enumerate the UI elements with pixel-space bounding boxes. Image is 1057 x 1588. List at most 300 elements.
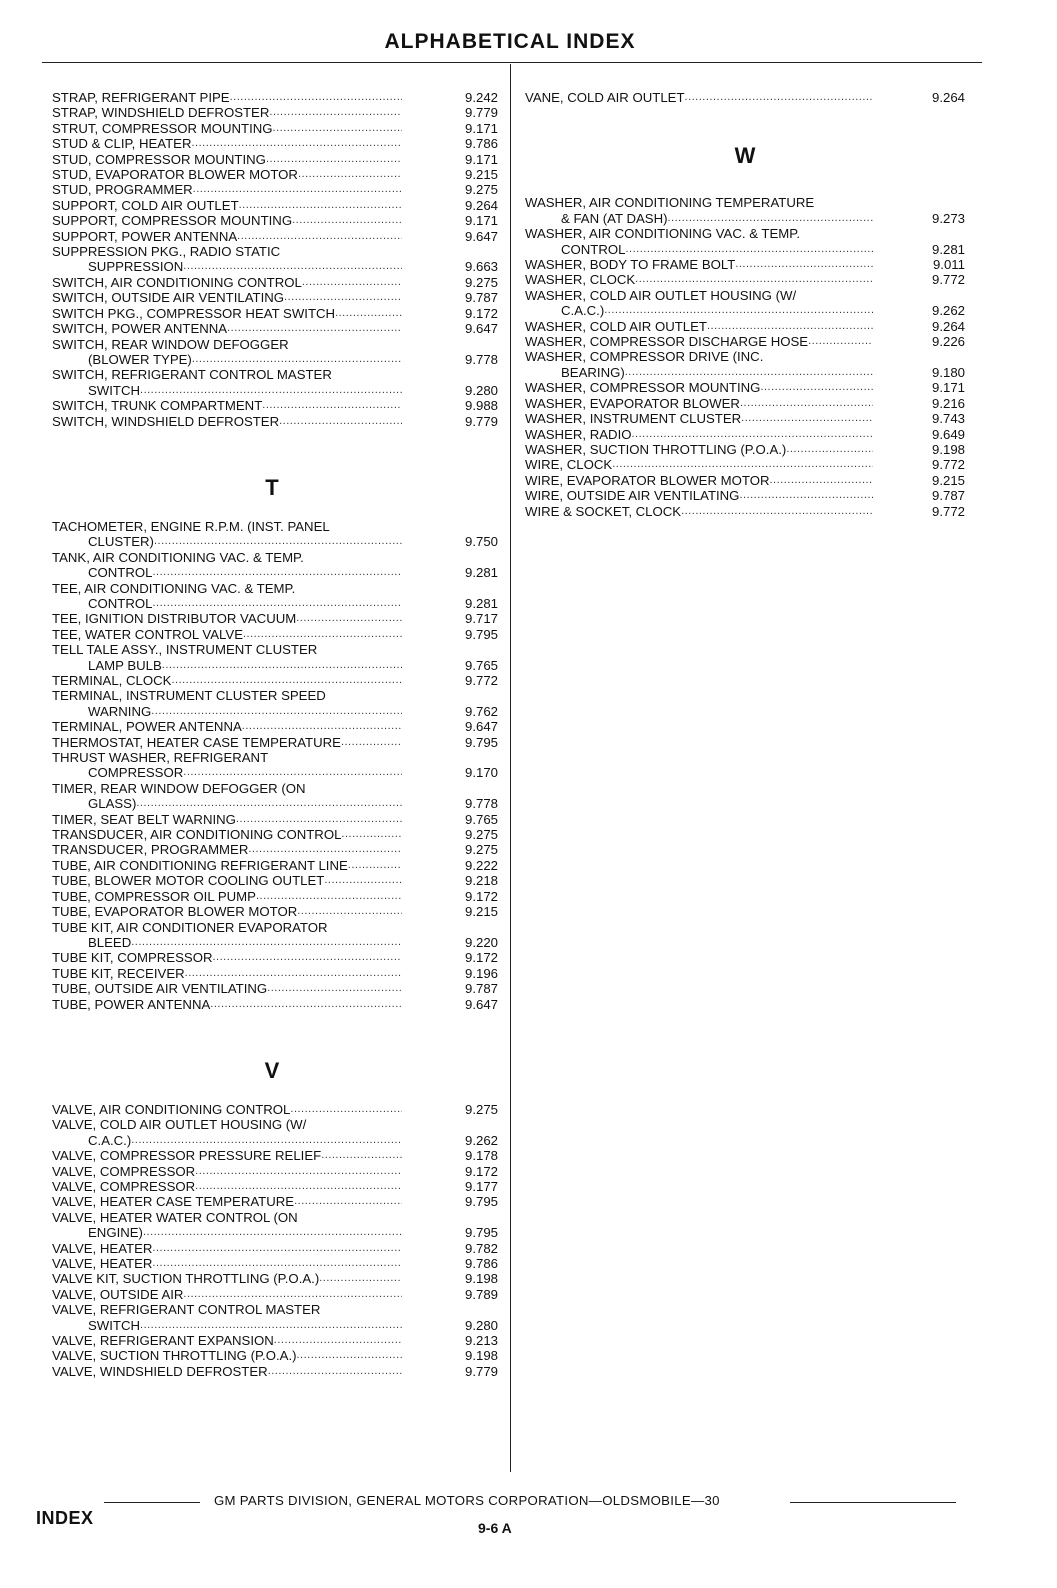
entry-name bbox=[52, 337, 402, 368]
leader-dots bbox=[335, 306, 402, 321]
index-entry bbox=[52, 873, 500, 888]
leader-dots bbox=[741, 411, 873, 426]
entry-name bbox=[525, 272, 873, 287]
entry-page-ref: 9.171 bbox=[464, 151, 498, 167]
entry-name bbox=[52, 719, 402, 734]
index-entry bbox=[52, 1102, 500, 1117]
entry-name-line: TUBE KIT, COMPRESSOR bbox=[52, 950, 213, 966]
index-entry bbox=[52, 1302, 500, 1333]
leader-dots bbox=[212, 950, 402, 965]
entry-page-ref: 9.772 bbox=[931, 457, 965, 473]
entry-page-ref: 9.647 bbox=[464, 321, 498, 337]
entry-name bbox=[52, 167, 402, 182]
entry-name bbox=[525, 349, 873, 380]
entry-page-ref: 9.170 bbox=[464, 765, 498, 781]
leader-dots bbox=[625, 242, 873, 257]
leader-dots bbox=[230, 90, 402, 105]
entry-page-ref: 9.789 bbox=[464, 1286, 498, 1302]
footer-publisher: GM PARTS DIVISION, GENERAL MOTORS CORPORATION—OLDSMOBILE—30 bbox=[214, 1493, 720, 1508]
entry-page-ref: 9.647 bbox=[464, 228, 498, 244]
entry-name bbox=[525, 319, 873, 334]
entry-name-line: WASHER, AIR CONDITIONING VAC. & TEMP. bbox=[525, 226, 801, 242]
entry-name-line: WASHER, COMPRESSOR DISCHARGE HOSE bbox=[525, 334, 809, 350]
entry-name-line: WASHER, SUCTION THROTTLING (P.O.A.) bbox=[525, 441, 787, 457]
entry-name-line: CONTROL bbox=[88, 565, 153, 581]
entry-name-line: C.A.C.) bbox=[561, 303, 605, 319]
index-entry bbox=[52, 550, 500, 581]
index-entry bbox=[52, 842, 500, 857]
entry-name bbox=[52, 1364, 402, 1379]
index-entry bbox=[52, 997, 500, 1012]
index-entry bbox=[525, 473, 970, 488]
entry-name-line: VALVE, OUTSIDE AIR bbox=[52, 1286, 184, 1302]
leader-dots bbox=[681, 504, 873, 519]
entry-name-line: WASHER, BODY TO FRAME BOLT bbox=[525, 257, 736, 273]
entry-page-ref: 9.779 bbox=[464, 105, 498, 121]
entry-page-ref: 9.281 bbox=[464, 595, 498, 611]
index-entry bbox=[52, 642, 500, 673]
entry-name-line: TEE, IGNITION DISTRIBUTOR VACUUM bbox=[52, 611, 297, 627]
entry-name bbox=[52, 1333, 402, 1348]
entry-name bbox=[52, 198, 402, 213]
leader-dots bbox=[324, 873, 402, 888]
right-column bbox=[525, 90, 970, 519]
entry-name-line: VALVE KIT, SUCTION THROTTLING (P.O.A.) bbox=[52, 1271, 320, 1287]
entry-page-ref: 9.275 bbox=[464, 827, 498, 843]
entry-name bbox=[52, 873, 402, 888]
index-entry bbox=[525, 442, 970, 457]
index-entry bbox=[525, 349, 970, 380]
entry-name bbox=[52, 275, 402, 290]
entry-name bbox=[52, 781, 402, 812]
entry-name-line: VALVE, COMPRESSOR PRESSURE RELIEF bbox=[52, 1148, 322, 1164]
entry-name-line: SWITCH, WINDSHIELD DEFROSTER bbox=[52, 413, 280, 429]
entry-name-line: TACHOMETER, ENGINE R.P.M. (INST. PANEL bbox=[52, 518, 330, 534]
index-entry bbox=[52, 1256, 500, 1271]
entry-name-line: SUPPRESSION bbox=[88, 259, 184, 275]
entry-page-ref: 9.171 bbox=[931, 380, 965, 396]
entry-name-line: TANK, AIR CONDITIONING VAC. & TEMP. bbox=[52, 549, 304, 565]
section-v bbox=[52, 1102, 500, 1379]
entry-name-line: (BLOWER TYPE) bbox=[88, 351, 192, 367]
entry-name-line: GLASS) bbox=[88, 796, 137, 812]
leader-dots bbox=[760, 380, 873, 395]
entry-page-ref: 9.171 bbox=[464, 120, 498, 136]
leader-dots bbox=[302, 275, 402, 290]
leader-dots bbox=[707, 319, 873, 334]
index-entry bbox=[52, 889, 500, 904]
entry-name-line: TERMINAL, POWER ANTENNA bbox=[52, 719, 242, 735]
index-entry bbox=[52, 858, 500, 873]
index-entry bbox=[52, 1271, 500, 1286]
entry-name bbox=[52, 920, 402, 951]
leader-dots bbox=[152, 565, 402, 580]
index-entry bbox=[52, 290, 500, 305]
footer-rule-left bbox=[104, 1502, 200, 1503]
entry-name-line: VALVE, HEATER bbox=[52, 1240, 153, 1256]
entry-name bbox=[52, 1287, 402, 1302]
entry-name-line: BLEED bbox=[88, 934, 132, 950]
entry-name bbox=[52, 842, 402, 857]
section-w bbox=[525, 195, 970, 519]
entry-page-ref: 9.196 bbox=[464, 965, 498, 981]
leader-dots bbox=[131, 1133, 402, 1148]
leader-dots bbox=[152, 1256, 402, 1271]
entry-name bbox=[525, 195, 873, 226]
entry-name-line: THERMOSTAT, HEATER CASE TEMPERATURE bbox=[52, 734, 341, 750]
leader-dots bbox=[268, 1364, 402, 1379]
entry-name-line: STUD, COMPRESSOR MOUNTING bbox=[52, 151, 266, 167]
entry-page-ref: 9.178 bbox=[464, 1148, 498, 1164]
leader-dots bbox=[279, 414, 402, 429]
leader-dots bbox=[183, 765, 402, 780]
entry-page-ref: 9.275 bbox=[464, 274, 498, 290]
entry-name-line: SWITCH, REAR WINDOW DEFOGGER bbox=[52, 336, 289, 352]
index-entry bbox=[52, 182, 500, 197]
entry-page-ref: 9.765 bbox=[464, 657, 498, 673]
leader-dots bbox=[267, 981, 402, 996]
index-entry bbox=[525, 427, 970, 442]
entry-page-ref: 9.663 bbox=[464, 259, 498, 275]
entry-name bbox=[525, 504, 873, 519]
index-entry bbox=[52, 673, 500, 688]
index-entry bbox=[52, 367, 500, 398]
entry-page-ref: 9.795 bbox=[464, 1194, 498, 1210]
leader-dots bbox=[740, 396, 873, 411]
entry-name bbox=[52, 904, 402, 919]
entry-page-ref: 9.647 bbox=[464, 996, 498, 1012]
leader-dots bbox=[266, 152, 402, 167]
leader-dots bbox=[786, 442, 873, 457]
index-entry bbox=[525, 488, 970, 503]
leader-dots bbox=[151, 704, 402, 719]
entry-name-line: TEE, WATER CONTROL VALVE bbox=[52, 626, 243, 642]
leader-dots bbox=[769, 473, 873, 488]
leader-dots bbox=[256, 889, 402, 904]
leader-dots bbox=[625, 365, 873, 380]
index-entry bbox=[52, 198, 500, 213]
entry-page-ref: 9.218 bbox=[464, 873, 498, 889]
entry-page-ref: 9.275 bbox=[464, 1101, 498, 1117]
entry-name bbox=[52, 827, 402, 842]
index-entry bbox=[52, 105, 500, 120]
entry-name-line: STRAP, WINDSHIELD DEFROSTER bbox=[52, 105, 270, 121]
entry-name-line: WASHER, COLD AIR OUTLET HOUSING (W/ bbox=[525, 287, 797, 303]
index-entry bbox=[52, 904, 500, 919]
entry-name-line: CLUSTER) bbox=[88, 534, 154, 550]
entry-name bbox=[52, 1348, 402, 1363]
leader-dots bbox=[341, 827, 402, 842]
entry-name bbox=[525, 488, 873, 503]
entry-name bbox=[52, 1271, 402, 1286]
index-entry bbox=[525, 226, 970, 257]
leader-dots bbox=[297, 904, 402, 919]
entry-name bbox=[52, 244, 402, 275]
entry-name bbox=[52, 90, 402, 105]
index-entry bbox=[52, 90, 500, 105]
entry-name bbox=[525, 457, 873, 472]
entry-page-ref: 9.171 bbox=[464, 213, 498, 229]
entry-page-ref: 9.795 bbox=[464, 626, 498, 642]
entry-name-line: WASHER, CLOCK bbox=[525, 272, 636, 288]
entry-name bbox=[52, 611, 402, 626]
index-entry bbox=[52, 152, 500, 167]
entry-name bbox=[525, 226, 873, 257]
index-entry bbox=[525, 396, 970, 411]
entry-page-ref: 9.772 bbox=[931, 272, 965, 288]
leader-dots bbox=[183, 1287, 402, 1302]
leader-dots bbox=[183, 259, 402, 274]
entry-name-line: TIMER, SEAT BELT WARNING bbox=[52, 811, 236, 827]
index-entry bbox=[52, 981, 500, 996]
entry-name bbox=[52, 735, 402, 750]
leader-dots bbox=[292, 213, 402, 228]
index-entry bbox=[525, 504, 970, 519]
leader-dots bbox=[236, 812, 402, 827]
entry-page-ref: 9.750 bbox=[464, 534, 498, 550]
entry-name-line: TUBE, BLOWER MOTOR COOLING OUTLET bbox=[52, 873, 325, 889]
entry-name bbox=[525, 427, 873, 442]
entry-name-line: STUD, PROGRAMMER bbox=[52, 182, 193, 198]
entry-page-ref: 9.172 bbox=[464, 1163, 498, 1179]
index-entry bbox=[52, 1241, 500, 1256]
entry-name bbox=[52, 642, 402, 673]
entry-name-line: WIRE, CLOCK bbox=[525, 457, 613, 473]
entry-page-ref: 9.275 bbox=[464, 842, 498, 858]
entry-page-ref: 9.215 bbox=[464, 904, 498, 920]
index-entry bbox=[52, 1164, 500, 1179]
entry-name-line: VALVE, WINDSHIELD DEFROSTER bbox=[52, 1363, 268, 1379]
leader-dots bbox=[297, 1348, 403, 1363]
index-entry bbox=[52, 950, 500, 965]
entry-name bbox=[525, 288, 873, 319]
entry-name-line: TUBE KIT, RECEIVER bbox=[52, 965, 185, 981]
entry-name-line: SWITCH, OUTSIDE AIR VENTILATING bbox=[52, 290, 285, 306]
entry-page-ref: 9.222 bbox=[464, 857, 498, 873]
entry-name bbox=[52, 997, 402, 1012]
index-entry bbox=[52, 581, 500, 612]
index-entry bbox=[52, 1287, 500, 1302]
leader-dots bbox=[296, 611, 402, 626]
index-entry bbox=[52, 337, 500, 368]
footer-page-number: 9-6 A bbox=[478, 1520, 512, 1536]
index-entry bbox=[52, 136, 500, 151]
entry-name-line: VALVE, REFRIGERANT EXPANSION bbox=[52, 1333, 274, 1349]
entry-name bbox=[52, 673, 402, 688]
leader-dots bbox=[136, 796, 402, 811]
entry-name-line: SWITCH bbox=[88, 382, 141, 398]
entry-name-line: TRANSDUCER, PROGRAMMER bbox=[52, 842, 249, 858]
entry-name-line: STRAP, REFRIGERANT PIPE bbox=[52, 90, 230, 105]
leader-dots bbox=[348, 858, 402, 873]
entry-page-ref: 9.242 bbox=[464, 90, 498, 105]
index-entry bbox=[52, 213, 500, 228]
entry-page-ref: 9.281 bbox=[931, 241, 965, 257]
entry-name-line: WASHER, COMPRESSOR MOUNTING bbox=[525, 380, 761, 396]
entry-name bbox=[52, 1179, 402, 1194]
entry-name bbox=[52, 105, 402, 120]
index-entry bbox=[52, 1148, 500, 1163]
entry-name-line: CONTROL bbox=[561, 241, 626, 257]
index-entry bbox=[52, 812, 500, 827]
leader-dots bbox=[262, 398, 402, 413]
index-entry bbox=[525, 257, 970, 272]
entry-name-line: WASHER, AIR CONDITIONING TEMPERATURE bbox=[525, 195, 815, 211]
entry-page-ref: 9.743 bbox=[931, 411, 965, 427]
entry-name bbox=[52, 750, 402, 781]
entry-name-line: SUPPORT, COLD AIR OUTLET bbox=[52, 197, 239, 213]
entry-page-ref: 9.273 bbox=[931, 210, 965, 226]
leader-dots bbox=[685, 90, 873, 105]
leader-dots bbox=[162, 658, 402, 673]
entry-name-line: TUBE, COMPRESSOR OIL PUMP bbox=[52, 888, 256, 904]
entry-page-ref: 9.988 bbox=[464, 398, 498, 414]
entry-name-line: TELL TALE ASSY., INSTRUMENT CLUSTER bbox=[52, 642, 318, 658]
entry-name-line: STUD, EVAPORATOR BLOWER MOTOR bbox=[52, 167, 298, 183]
index-entry bbox=[52, 121, 500, 136]
entry-name-line: VALVE, COMPRESSOR bbox=[52, 1178, 196, 1194]
entry-name bbox=[52, 1148, 402, 1163]
entry-page-ref: 9.795 bbox=[464, 1225, 498, 1241]
entry-name bbox=[52, 688, 402, 719]
leader-dots bbox=[195, 1164, 402, 1179]
leader-dots bbox=[321, 1148, 402, 1163]
entry-page-ref: 9.762 bbox=[464, 703, 498, 719]
leader-dots bbox=[237, 229, 402, 244]
entry-page-ref: 9.772 bbox=[464, 673, 498, 688]
entry-name-line: LAMP BULB bbox=[88, 657, 162, 673]
entry-name-line: THRUST WASHER, REFRIGERANT bbox=[52, 750, 269, 766]
entry-name-line: SUPPORT, POWER ANTENNA bbox=[52, 228, 238, 244]
leader-dots bbox=[171, 673, 402, 688]
entry-name bbox=[52, 1302, 402, 1333]
entry-page-ref: 9.264 bbox=[931, 90, 965, 105]
entry-name-line: SWITCH, TRUNK COMPARTMENT bbox=[52, 398, 263, 414]
entry-name-line: SUPPORT, COMPRESSOR MOUNTING bbox=[52, 213, 293, 229]
entry-page-ref: 9.280 bbox=[464, 1317, 498, 1333]
entry-name-line: VALVE, COLD AIR OUTLET HOUSING (W/ bbox=[52, 1117, 307, 1133]
entry-name bbox=[52, 1210, 402, 1241]
index-entry bbox=[52, 719, 500, 734]
section-v-continued bbox=[525, 90, 970, 105]
leader-dots bbox=[242, 719, 402, 734]
entry-page-ref: 9.215 bbox=[464, 167, 498, 183]
index-entry bbox=[525, 319, 970, 334]
entry-page-ref: 9.778 bbox=[464, 351, 498, 367]
leader-dots bbox=[274, 1333, 402, 1348]
entry-page-ref: 9.011 bbox=[932, 257, 965, 273]
index-entry bbox=[525, 195, 970, 226]
entry-page-ref: 9.787 bbox=[464, 981, 498, 997]
leader-dots bbox=[668, 211, 874, 226]
entry-page-ref: 9.275 bbox=[464, 182, 498, 198]
leader-dots bbox=[635, 272, 873, 287]
entry-name bbox=[52, 306, 402, 321]
entry-name bbox=[52, 581, 402, 612]
letter-heading-t: T bbox=[265, 474, 279, 500]
leader-dots bbox=[193, 182, 402, 197]
index-entry bbox=[52, 244, 500, 275]
entry-page-ref: 9.215 bbox=[931, 472, 965, 488]
entry-name bbox=[52, 519, 402, 550]
leader-dots bbox=[604, 303, 873, 318]
entry-name-line: VALVE, REFRIGERANT CONTROL MASTER bbox=[52, 1302, 321, 1318]
index-entry bbox=[525, 380, 970, 395]
entry-page-ref: 9.220 bbox=[464, 934, 498, 950]
entry-page-ref: 9.177 bbox=[464, 1178, 498, 1194]
leader-dots bbox=[290, 1102, 402, 1117]
entry-name-line: SWITCH PKG., COMPRESSOR HEAT SWITCH bbox=[52, 305, 336, 321]
entry-name-line: TERMINAL, INSTRUMENT CLUSTER SPEED bbox=[52, 688, 326, 704]
index-entry bbox=[52, 229, 500, 244]
entry-name-line: ENGINE) bbox=[88, 1225, 143, 1241]
entry-name bbox=[52, 152, 402, 167]
entry-name-line: & FAN (AT DASH) bbox=[561, 210, 668, 226]
entry-name bbox=[525, 442, 873, 457]
leader-dots bbox=[131, 935, 402, 950]
leader-dots bbox=[632, 427, 874, 442]
column-divider bbox=[510, 64, 511, 1472]
entry-page-ref: 9.779 bbox=[464, 413, 498, 429]
index-entry bbox=[525, 90, 970, 105]
entry-name bbox=[52, 966, 402, 981]
leader-dots bbox=[239, 198, 402, 213]
entry-page-ref: 9.765 bbox=[464, 811, 498, 827]
entry-name bbox=[52, 550, 402, 581]
entry-name-line: TIMER, REAR WINDOW DEFOGGER (ON bbox=[52, 780, 306, 796]
entry-page-ref: 9.786 bbox=[464, 1256, 498, 1271]
letter-heading-v: V bbox=[264, 1057, 280, 1083]
entry-name-line: VALVE, HEATER WATER CONTROL (ON bbox=[52, 1209, 298, 1225]
index-entry bbox=[52, 920, 500, 951]
footer-rule-right bbox=[790, 1502, 956, 1503]
leader-dots bbox=[195, 1179, 402, 1194]
entry-page-ref: 9.649 bbox=[931, 426, 965, 442]
entry-name-line: VALVE, HEATER CASE TEMPERATURE bbox=[52, 1194, 295, 1210]
entry-name-line: BEARING) bbox=[561, 364, 625, 380]
entry-name bbox=[525, 380, 873, 395]
entry-page-ref: 9.772 bbox=[931, 503, 965, 519]
leader-dots bbox=[140, 383, 402, 398]
entry-name bbox=[52, 290, 402, 305]
leader-dots bbox=[612, 457, 873, 472]
entry-page-ref: 9.198 bbox=[464, 1271, 498, 1287]
entry-name bbox=[525, 396, 873, 411]
entry-page-ref: 9.264 bbox=[931, 318, 965, 334]
entry-name bbox=[52, 950, 402, 965]
entry-page-ref: 9.281 bbox=[464, 565, 498, 581]
leader-dots bbox=[739, 488, 873, 503]
entry-name-line: WASHER, INSTRUMENT CLUSTER bbox=[525, 411, 742, 427]
entry-page-ref: 9.779 bbox=[464, 1363, 498, 1379]
entry-name-line: VALVE, COMPRESSOR bbox=[52, 1163, 196, 1179]
entry-name bbox=[52, 229, 402, 244]
title-rule bbox=[42, 62, 982, 63]
index-entry bbox=[52, 827, 500, 842]
index-entry bbox=[525, 288, 970, 319]
leader-dots bbox=[319, 1271, 402, 1286]
entry-name bbox=[52, 1102, 402, 1117]
entry-name bbox=[52, 321, 402, 336]
leader-dots bbox=[294, 1194, 402, 1209]
entry-name-line: VALVE, SUCTION THROTTLING (P.O.A.) bbox=[52, 1348, 297, 1364]
index-entry bbox=[52, 306, 500, 321]
leader-dots bbox=[298, 167, 402, 182]
leader-dots bbox=[210, 997, 402, 1012]
index-entry bbox=[52, 750, 500, 781]
entry-name bbox=[52, 121, 402, 136]
entry-name-line: WASHER, COLD AIR OUTLET bbox=[525, 318, 707, 334]
